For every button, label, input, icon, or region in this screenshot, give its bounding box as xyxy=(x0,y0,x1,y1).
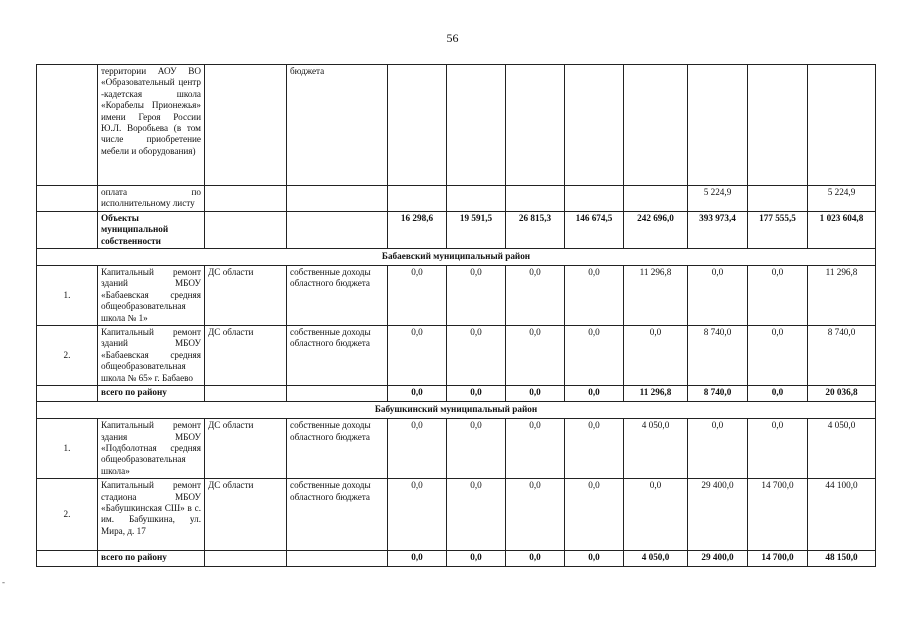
value-cell: 0,0 xyxy=(506,386,565,402)
fund-cell xyxy=(287,386,388,402)
value-cell: 0,0 xyxy=(624,479,688,551)
value-cell: 0,0 xyxy=(388,386,447,402)
value-cell xyxy=(388,65,447,186)
source-cell: ДС области xyxy=(205,419,287,479)
object-name-cell: Капитальный ремонт зданий МБОУ «Бабаевская средняя общеобразовательная школа № 65» г. Бабаево xyxy=(98,326,205,386)
value-cell: 4 050,0 xyxy=(624,419,688,479)
value-cell: 5 224,9 xyxy=(808,186,876,212)
value-cell: 0,0 xyxy=(447,386,506,402)
value-cell xyxy=(624,65,688,186)
source-cell xyxy=(205,65,287,186)
region-title: Бабушкинский муниципальный район xyxy=(37,402,876,419)
index-cell xyxy=(37,211,98,248)
value-cell xyxy=(565,186,624,212)
value-cell: 19 591,5 xyxy=(447,211,506,248)
value-cell: 26 815,3 xyxy=(506,211,565,248)
value-cell: 0,0 xyxy=(748,386,808,402)
value-cell xyxy=(565,65,624,186)
value-cell: 0,0 xyxy=(624,326,688,386)
index-cell xyxy=(37,65,98,186)
fund-cell: собственные доходы областного бюджета xyxy=(287,479,388,551)
value-cell: 0,0 xyxy=(447,479,506,551)
value-cell xyxy=(447,186,506,212)
total-row xyxy=(37,551,876,567)
value-cell: 0,0 xyxy=(447,266,506,326)
value-cell: 8 740,0 xyxy=(808,326,876,386)
value-cell: 146 674,5 xyxy=(565,211,624,248)
fund-cell: собственные доходы областного бюджета xyxy=(287,266,388,326)
value-cell xyxy=(624,186,688,212)
source-cell xyxy=(205,386,287,402)
value-cell: 0,0 xyxy=(506,266,565,326)
value-cell: 0,0 xyxy=(447,551,506,567)
value-cell: 5 224,9 xyxy=(688,186,748,212)
value-cell: 8 740,0 xyxy=(688,386,748,402)
fund-cell xyxy=(287,186,388,212)
index-cell xyxy=(37,551,98,567)
value-cell: 29 400,0 xyxy=(688,551,748,567)
value-cell: 0,0 xyxy=(565,266,624,326)
source-cell: ДС области xyxy=(205,479,287,551)
value-cell: 0,0 xyxy=(447,419,506,479)
fund-cell: собственные доходы областного бюджета xyxy=(287,326,388,386)
value-cell: 0,0 xyxy=(388,419,447,479)
value-cell: 11 296,8 xyxy=(624,266,688,326)
value-cell: 14 700,0 xyxy=(748,551,808,567)
value-cell xyxy=(808,65,876,186)
value-cell: 8 740,0 xyxy=(688,326,748,386)
index-cell xyxy=(37,186,98,212)
value-cell xyxy=(506,186,565,212)
margin-mark: - xyxy=(2,577,5,587)
value-cell: 11 296,8 xyxy=(808,266,876,326)
value-cell: 0,0 xyxy=(447,326,506,386)
object-name-cell: территории АОУ ВО «Образовательный центр -кадетская школа «Корабелы Прионежья» имени Героя России Ю.Л. Воробьева (в том числе приобретение мебели и оборудования) xyxy=(98,65,205,186)
object-name-cell: Капитальный ремонт здания МБОУ «Подболотная средняя общеобразовательная школа» xyxy=(98,419,205,479)
value-cell: 0,0 xyxy=(388,326,447,386)
value-cell: 0,0 xyxy=(565,479,624,551)
value-cell: 29 400,0 xyxy=(688,479,748,551)
value-cell: 11 296,8 xyxy=(624,386,688,402)
value-cell: 4 050,0 xyxy=(624,551,688,567)
source-cell: ДС области xyxy=(205,266,287,326)
total-row xyxy=(37,386,876,402)
source-cell xyxy=(205,551,287,567)
value-cell: 0,0 xyxy=(388,479,447,551)
region-header-row xyxy=(37,402,876,419)
budget-table xyxy=(36,64,876,567)
total-row xyxy=(37,211,876,248)
value-cell: 0,0 xyxy=(748,266,808,326)
value-cell: 0,0 xyxy=(506,419,565,479)
value-cell xyxy=(688,65,748,186)
value-cell: 0,0 xyxy=(688,266,748,326)
index-cell: 2. xyxy=(37,479,98,551)
value-cell: 0,0 xyxy=(506,479,565,551)
value-cell: 0,0 xyxy=(565,419,624,479)
index-cell: 1. xyxy=(37,419,98,479)
value-cell: 4 050,0 xyxy=(808,419,876,479)
value-cell xyxy=(506,65,565,186)
source-cell xyxy=(205,211,287,248)
source-cell: ДС области xyxy=(205,326,287,386)
total-label: всего по району xyxy=(98,551,205,567)
fund-cell: бюджета xyxy=(287,65,388,186)
table-row xyxy=(37,326,876,386)
value-cell: 44 100,0 xyxy=(808,479,876,551)
table-row xyxy=(37,479,876,551)
region-header-row xyxy=(37,249,876,266)
value-cell xyxy=(748,65,808,186)
page-number: 56 xyxy=(446,31,459,45)
value-cell: 242 696,0 xyxy=(624,211,688,248)
total-label: всего по району xyxy=(98,386,205,402)
value-cell: 0,0 xyxy=(506,326,565,386)
fund-cell: собственные доходы областного бюджета xyxy=(287,419,388,479)
value-cell: 0,0 xyxy=(565,326,624,386)
value-cell: 1 023 604,8 xyxy=(808,211,876,248)
value-cell xyxy=(447,65,506,186)
fund-cell xyxy=(287,551,388,567)
value-cell: 16 298,6 xyxy=(388,211,447,248)
table-row xyxy=(37,186,876,212)
table-row xyxy=(37,419,876,479)
value-cell: 14 700,0 xyxy=(748,479,808,551)
table-row xyxy=(37,65,876,186)
object-name-cell: Капитальный ремонт стадиона МБОУ «Бабушкинская СШ» в с. им. Бабушкина, ул. Мира, д. 17 xyxy=(98,479,205,551)
total-label: Объекты муниципальной собственности xyxy=(98,211,205,248)
index-cell: 1. xyxy=(37,266,98,326)
value-cell xyxy=(748,186,808,212)
index-cell xyxy=(37,386,98,402)
value-cell: 48 150,0 xyxy=(808,551,876,567)
fund-cell xyxy=(287,211,388,248)
value-cell: 0,0 xyxy=(506,551,565,567)
object-name-cell: оплата по исполнительному листу xyxy=(98,186,205,212)
value-cell: 0,0 xyxy=(388,266,447,326)
value-cell xyxy=(388,186,447,212)
value-cell: 393 973,4 xyxy=(688,211,748,248)
value-cell: 20 036,8 xyxy=(808,386,876,402)
value-cell: 0,0 xyxy=(688,419,748,479)
index-cell: 2. xyxy=(37,326,98,386)
value-cell: 0,0 xyxy=(565,386,624,402)
value-cell: 0,0 xyxy=(565,551,624,567)
value-cell: 0,0 xyxy=(388,551,447,567)
object-name-cell: Капитальный ремонт зданий МБОУ «Бабаевская средняя общеобразовательная школа № 1» xyxy=(98,266,205,326)
region-title: Бабаевский муниципальный район xyxy=(37,249,876,266)
table-row xyxy=(37,266,876,326)
source-cell xyxy=(205,186,287,212)
value-cell: 0,0 xyxy=(748,419,808,479)
value-cell: 177 555,5 xyxy=(748,211,808,248)
value-cell: 0,0 xyxy=(748,326,808,386)
